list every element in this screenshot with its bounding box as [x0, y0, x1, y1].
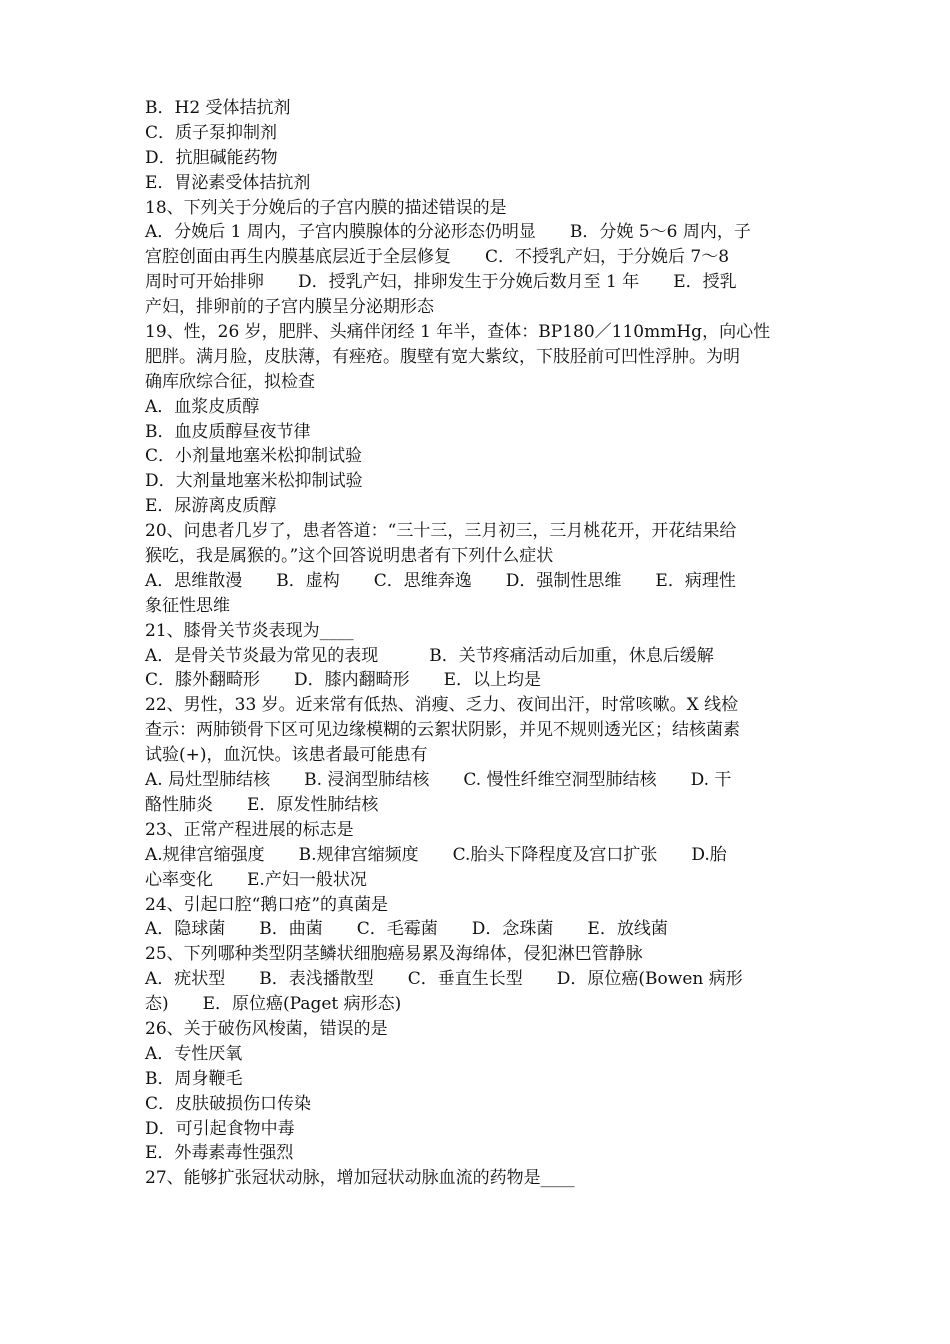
text-line: 宫腔创面由再生内膜基底层近于全层修复 C．不授乳产妇，于分娩后 7～8: [145, 247, 730, 268]
text-line: 周时可开始排卵 D．授乳产妇，排卵发生于分娩后数月至 1 年 E．授乳: [145, 272, 737, 293]
text-line: A．是骨关节炎最为常见的表现 B．关节疼痛活动后加重，休息后缓解: [145, 645, 714, 666]
text-line: B．周身鞭毛: [145, 1068, 243, 1089]
text-line: A．专性厌氧: [145, 1043, 243, 1064]
text-line: 酪性肺炎 E．原发性肺结核: [145, 794, 379, 815]
text-line: 20、问患者几岁了，患者答道：“三十三，三月初三，三月桃花开，开花结果给: [145, 521, 737, 542]
text-line: A．血浆皮质醇: [145, 396, 260, 417]
text-line: 产妇，排卵前的子宫内膜呈分泌期形态: [145, 297, 434, 318]
text-line: 试验(+)，血沉快。该患者最可能患有: [145, 745, 428, 766]
text-line: D．大剂量地塞米松抑制试验: [145, 471, 363, 492]
text-line: B．血皮质醇昼夜节律: [145, 421, 311, 442]
text-line: 22、男性，33 岁。近来常有低热、消瘦、乏力、夜间出汗，时常咳嗽。X 线检: [145, 695, 739, 716]
text-line: A．分娩后 1 周内，子宫内膜腺体的分泌形态仍明显 B．分娩 5～6 周内，子: [145, 222, 751, 243]
text-line: A. 局灶型肺结核 B. 浸润型肺结核 C. 慢性纤维空洞型肺结核 D. 干: [145, 770, 732, 791]
text-line: 确库欣综合征，拟检查: [145, 371, 315, 392]
text-line: A．思维散漫 B．虚构 C．思维奔逸 D．强制性思维 E．病理性: [145, 570, 736, 591]
text-line: E．胃泌素受体拮抗剂: [145, 172, 311, 193]
text-line: 19、性，26 岁，肥胖、头痛伴闭经 1 年半，查体：BP180／110mmHg，向心性: [145, 322, 771, 343]
text-line: A．隐球菌 B．曲菌 C．毛霉菌 D．念珠菌 E．放线菌: [145, 919, 668, 940]
text-line: 态) E．原位癌(Paget 病形态): [145, 994, 402, 1015]
text-line: C．质子泵抑制剂: [145, 122, 278, 143]
text-line: 27、能够扩张冠状动脉，增加冠状动脉血流的药物是____: [145, 1168, 575, 1189]
text-line: C．皮肤破损伤口传染: [145, 1093, 312, 1114]
text-line: 18、下列关于分娩后的子宫内膜的描述错误的是: [145, 197, 507, 218]
text-line: 25、下列哪种类型阴茎鳞状细胞癌易累及海绵体，侵犯淋巴管静脉: [145, 944, 643, 965]
text-line: E．尿游离皮质醇: [145, 496, 277, 517]
text-line: 象征性思维: [145, 595, 230, 616]
text-line: 心率变化 E.产妇一般状况: [145, 869, 367, 890]
text-line: D．抗胆碱能药物: [145, 147, 278, 168]
text-line: D．可引起食物中毒: [145, 1118, 295, 1139]
text-line: A.规律宫缩强度 B.规律宫缩频度 C.胎头下降程度及宫口扩张 D.胎: [145, 844, 727, 865]
text-line: E．外毒素毒性强烈: [145, 1143, 294, 1164]
text-line: 24、引起口腔“鹅口疮”的真菌是: [145, 894, 389, 915]
text-line: 查示：两肺锁骨下区可见边缘模糊的云絮状阴影，并见不规则透光区；结核菌素: [145, 720, 740, 741]
text-line: 23、正常产程进展的标志是: [145, 819, 354, 840]
text-line: A．疣状型 B．表浅播散型 C．垂直生长型 D．原位癌(Bowen 病形: [145, 969, 743, 990]
text-line: C．膝外翻畸形 D．膝内翻畸形 E．以上均是: [145, 670, 542, 691]
text-line: B．H2 受体拮抗剂: [145, 98, 291, 118]
text-line: 肥胖。满月脸，皮肤薄，有痤疮。腹壁有宽大紫纹，下肢胫前可凹性浮肿。为明: [145, 346, 740, 367]
text-line: C．小剂量地塞米松抑制试验: [145, 446, 363, 467]
document-page: [145, 96, 810, 1191]
text-line: 26、关于破伤风梭菌，错误的是: [145, 1018, 388, 1039]
text-line: 猴吃，我是属猴的。”这个回答说明患者有下列什么症状: [145, 546, 554, 567]
text-line: 21、膝骨关节炎表现为____: [145, 620, 354, 641]
